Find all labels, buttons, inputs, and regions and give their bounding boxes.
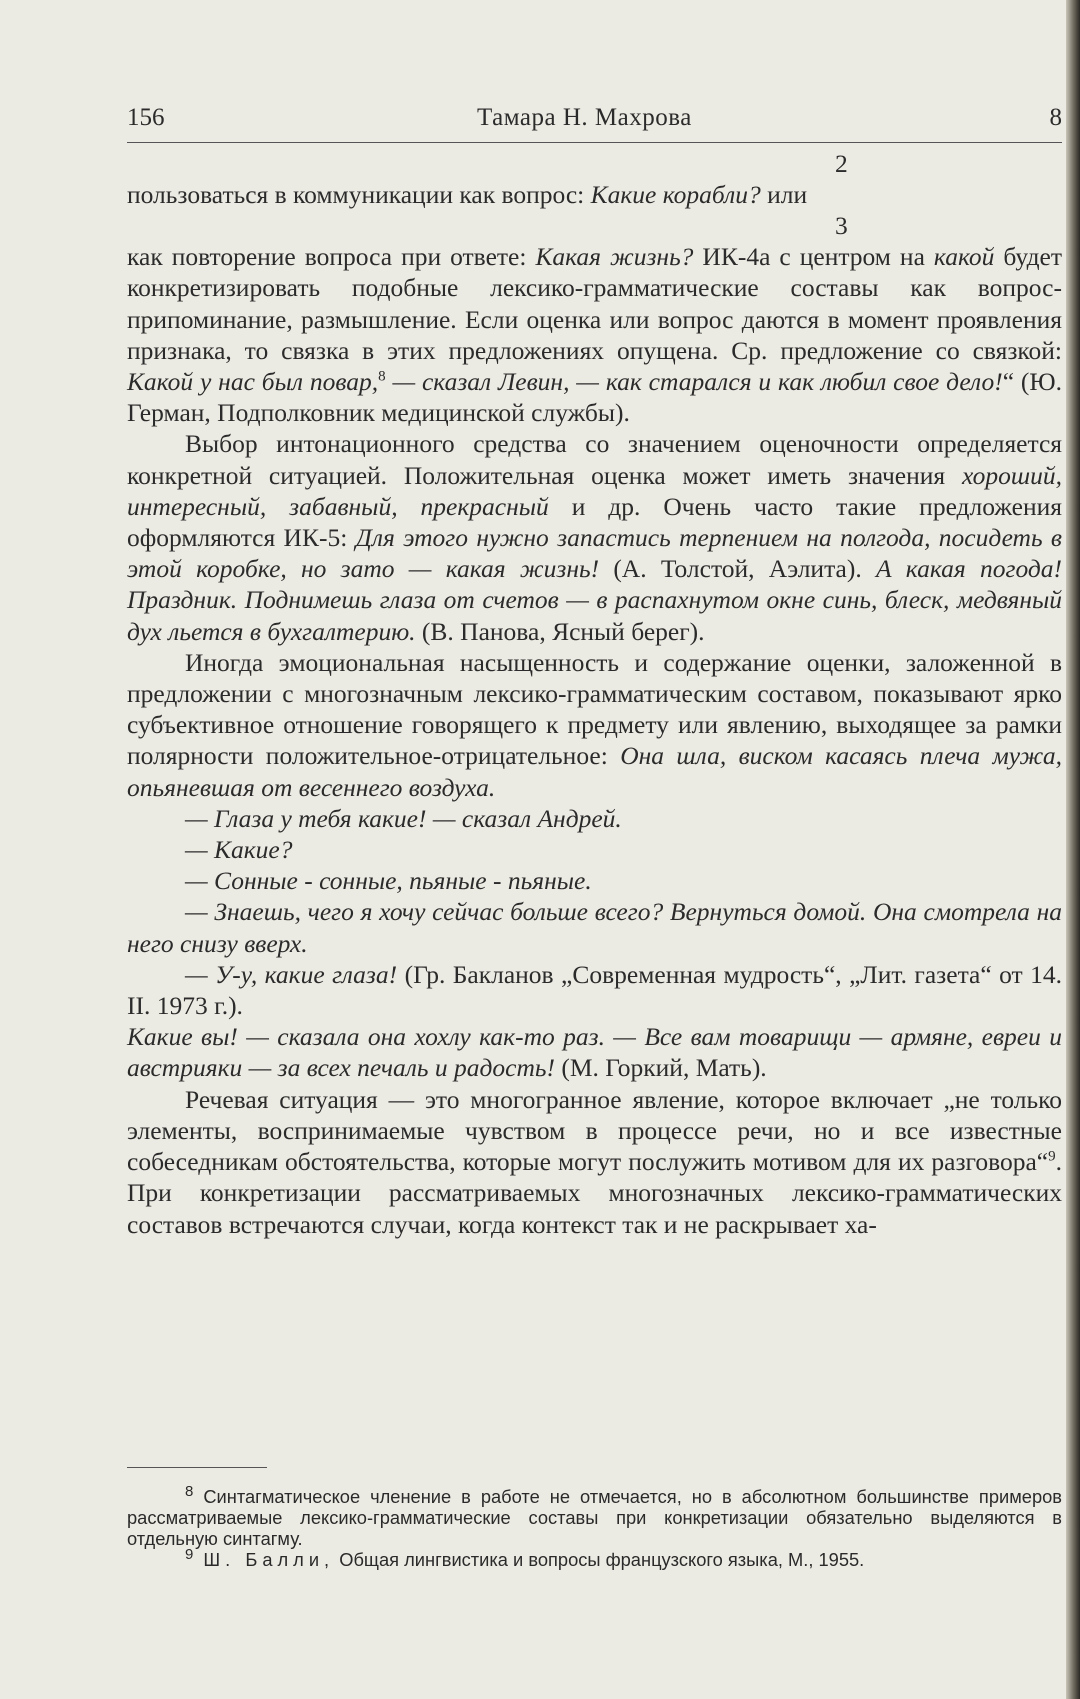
intonation-marker-2: 2 — [835, 149, 848, 178]
footnotes — [127, 1467, 1062, 1570]
paragraph-2: Выбор интонационного средства со значением оценочности определяется конкретной ситуацией. Положительная оценка может иметь значения хороший, интересный, забавный, прекрасный и др. Очень часто такие предложения оформляются ИК-5: Для этого нужно запастись терпением на полгода, посидеть в этой коробке, но зато — какая жизнь! (А. Толстой, Аэлита). А какая погода! Праздник. Поднимешь глаза от счетов — в распахнутом окне синь, блеск, медвяный дух льется в бухгалтерию. (В. Панова, Ясный берег). — [127, 429, 1062, 646]
dialogue-line-4: — Знаешь, чего я хочу сейчас больше всего? Вернуться домой. Она смотрела на него снизу вверх. — [127, 897, 1062, 958]
header-rule — [127, 142, 1062, 143]
intonation-marker-3: 3 — [835, 211, 848, 241]
dialogue-line-1: — Глаза у тебя какие! — сказал Андрей. — [185, 803, 622, 833]
running-title: Тамара Н. Махрова — [477, 104, 692, 131]
running-header — [127, 104, 1062, 138]
page-edge-shadow — [1066, 0, 1080, 1699]
dialogue-line-5: — У-у, какие глаза! (Гр. Бакланов „Современная мудрость“, „Лит. газета“ от 14. II. 1973 г.). — [127, 959, 1062, 1021]
footnote-ref-9: 9 — [1048, 1148, 1056, 1165]
footnote-rule — [127, 1467, 267, 1468]
line-1: пользоваться в коммуникации как вопрос: Какие корабли? или — [127, 180, 808, 209]
paragraph-1: как повторение вопроса при ответе: Какая жизнь? ИК-4а с центром на какой будет конкретизировать подобные лексико-грамматические составы как вопрос-припоминание, размышление. Если оценка или вопрос даются в момент проявления признака, то связка в этих предложениях опущена. Ср. предложение со связкой: Какой у нас был повар,$^8$ — сказал Левин, — как старался и как любил свое дело!“ (Ю. Герман, Подполковник медицинской службы). — [127, 242, 1062, 428]
footnote-9: $^9$ Ш. Балли, Общая лингвистика и вопросы французского языка, М., 1955. — [185, 1545, 865, 1570]
page-number: 156 — [127, 104, 165, 131]
footnote-8: $^8$ Синтагматическое членение в работе не отмечается, но в абсолютном большинстве примеров рассматриваемые лексико-грамматические составы при конкретизации обязательно выделяются в отдельную синтагму. — [127, 1482, 1062, 1549]
dialogue-line-3: — Сонные - сонные, пьяные - пьяные. — [185, 866, 592, 896]
paragraph-3: Иногда эмоциональная насыщенность и содержание оценки, заложенной в предложении с многозначным лексико-грамматическим составом, показывают ярко субъективное отношение говорящего к предмету или явлению, выходящее за рамки полярности положительное-отрицательное: Она шла, виском касаясь плеча мужа, опьяневшая от весеннего воздуха. — [127, 647, 1062, 802]
main-text — [127, 148, 1062, 1240]
dialogue-line-2: — Какие? — [185, 835, 293, 865]
paragraph-4: Какие вы! — сказала она хохлу как-то раз. — Все вам товарищи — армяне, евреи и австрияки — за всех печаль и радость! (М. Горкий, Мать). — [127, 1022, 1062, 1083]
edge-page-fragment: 8 — [1049, 104, 1062, 131]
footnote-ref-8: 8 — [378, 368, 386, 385]
paragraph-5: Речевая ситуация — это многогранное явление, которое включает „не только элементы, воспринимаемые чувством в процессе речи, но и все известные собеседникам обстоятельства, которые могут послужить мотивом для их разговора“$^9$. При конкретизации рассматриваемых многозначных лексико-грамматических составов встречаются случаи, когда контекст так и не раскрывает ха- — [127, 1084, 1062, 1239]
